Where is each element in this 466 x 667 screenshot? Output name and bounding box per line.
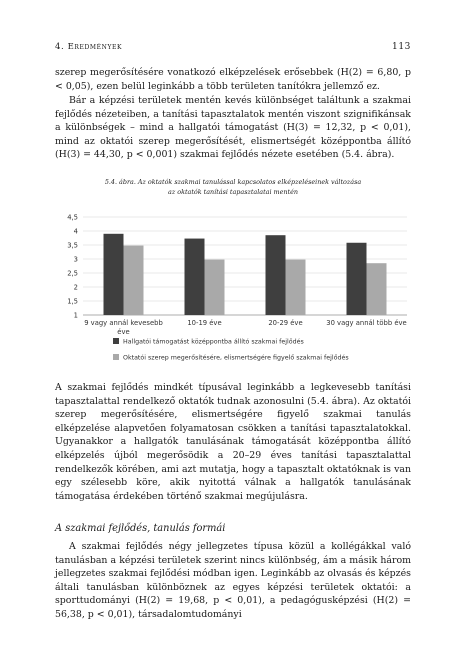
bar (347, 243, 367, 315)
paragraph-1: szerep megerősítésére vonatkozó elképzelések erősebbek (H(2) = 6,80, p < 0,05), ezen belül leginkább a több területen tanítókra jellemző ez. (55, 67, 411, 92)
running-head (55, 42, 411, 54)
bar (185, 239, 205, 315)
figure-caption-line-2: az oktatók tanítási tapasztalatai mentén (168, 187, 298, 196)
x-tick-label: 20-29 éve (268, 319, 303, 327)
bar (104, 234, 124, 315)
paragraph-3: A szakmai fejlődés mindkét típusával leginkább a legkevesebb tanítási tapasztalattal rendelkező oktatók tudnak azonosulni (5.4. ábra). Az oktatói szerep megerősítésére, elismertségére figyelő szakmai tanulás elképzelése alapvetően folyamatosan csökken a tanítási tapasztalatokkal. Ugyanakkor a hallgatók tanulásának támogatását középpontba állító elképzelés újból megerősödik a 20–29 éves tanítási tapasztalattal rendelkezők körében, ami azt mutatja, hogy a tapasztalt oktatóknak is van egy szélesebb köre, akik nyitottá válnak a hallgatók tanulásának támogatása érdekében történő szakmai megújulásra. (55, 382, 411, 502)
bar-chart (55, 205, 411, 375)
x-tick-label: éve (117, 328, 130, 336)
x-tick-label: 9 vagy annál kevesebb (84, 319, 163, 327)
bar (205, 260, 225, 315)
chart-legend (113, 337, 349, 362)
bar (266, 235, 286, 315)
page-number: 113 (392, 42, 411, 52)
y-tick-label: 1,5 (67, 297, 78, 306)
legend-label: Oktatói szerep megerősítésére, elismertségére figyelő szakmai fejlődés (123, 354, 349, 362)
section-title: A szakmai fejlődés, tanulás formái (55, 523, 226, 534)
legend-label: Hallgatói támogatást középpontba állító szakmai fejlődés (123, 338, 304, 346)
bar (367, 263, 387, 315)
chart-bars (104, 234, 387, 315)
bar (286, 260, 306, 315)
legend-swatch (113, 354, 119, 360)
figure-caption-line-1: 5.4. ábra. Az oktatók szakmai tanulással kapcsolatos elképzeléseinek változása (104, 178, 362, 186)
y-tick-label: 2 (73, 283, 78, 292)
legend-swatch (113, 338, 119, 344)
bar (124, 246, 144, 315)
y-tick-label: 3 (73, 255, 78, 264)
y-tick-label: 2,5 (67, 269, 78, 278)
y-tick-label: 4,5 (67, 213, 78, 222)
x-tick-label: 10-19 éve (187, 319, 222, 327)
y-tick-label: 4 (73, 227, 78, 236)
paragraph-2: Bár a képzési területek mentén kevés különbséget találtunk a szakmai fejlődés nézeteiben, a tanítási tapasztalatok mentén viszont szignifikánsak a különbségek – mind a hallgatói támogatást (H(3) = 12,32, p < 0,01), mind az oktatói szerep megerősítését, elismertségét középpontba állító (H(3) = 44,30, p < 0,001) szakmai fejlődés nézete esetében (5.4. ábra). (55, 95, 411, 161)
document-page (55, 0, 411, 667)
figure-caption (55, 178, 411, 197)
y-tick-label: 1 (73, 311, 78, 320)
y-tick-label: 3,5 (67, 241, 78, 250)
x-tick-label: 30 vagy annál több éve (326, 319, 407, 327)
paragraph-4: A szakmai fejlődés négy jellegzetes típusa közül a kollégákkal való tanulásban a képzési területek szerint nincs különbség, ám a másik három jellegzetes szakmai fejlődési módban igen. Leginkább az olvasás és képzés általi tanulásban különböznek az egyes képzési területek oktatói: a sporttudományi (H(2) = 19,68, p < 0,01), a pedagógusképzési (H(2) = 56,38, p < 0,01), társadalomtudományi (55, 541, 411, 620)
section-header: 4. Eredmények (55, 42, 123, 52)
